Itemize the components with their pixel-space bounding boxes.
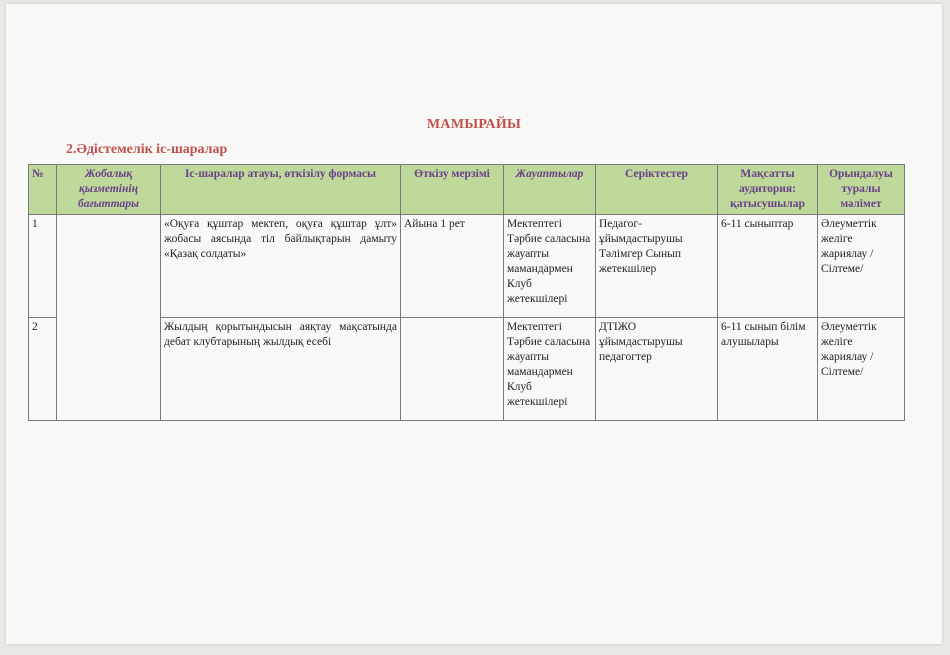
section-title: 2.Әдістемелік іс-шаралар (66, 142, 228, 157)
cell-partners: ДТІЖО ұйымдастырушы педагогтер (596, 318, 718, 421)
cell-info: Әлеуметтік желіге жариялау /Сілтеме/ (818, 215, 905, 318)
table-row (29, 215, 905, 318)
cell-info: Әлеуметтік желіге жариялау /Сілтеме/ (818, 318, 905, 421)
header-name: Іс-шаралар атауы, өткізілу формасы (161, 165, 401, 215)
header-info: Орындалуы туралы мәлімет (818, 165, 905, 215)
cell-deadline: Айына 1 рет (401, 215, 504, 318)
cell-partners: Педагог-ұйымдастырушы Тәлімгер Сынып жетекшілер (596, 215, 718, 318)
table-row (29, 318, 905, 421)
header-audience: Мақсатты аудитория: қатысушылар (718, 165, 818, 215)
cell-deadline (401, 318, 504, 421)
cell-name: «Оқуға құштар мектеп, оқуға құштар ұлт» жобасы аясында тіл байлықтарын дамыту «Қазақ солдаты» (161, 215, 401, 318)
header-num: № (29, 165, 57, 215)
header-partners: Серіктестер (596, 165, 718, 215)
header-direction: Жобалық қызметінің бағыттары (57, 165, 161, 215)
page-title: МАМЫРАЙЫ (426, 117, 522, 132)
cell-num: 1 (29, 215, 57, 318)
table-header-row (29, 165, 905, 215)
cell-num: 2 (29, 318, 57, 421)
cell-responsible: Мектептегі Тәрбие саласына жауапты мамандармен Клуб жетекшілері (504, 215, 596, 318)
header-responsible: Жауаптылар (504, 165, 596, 215)
cell-audience: 6-11 сыныптар (718, 215, 818, 318)
cell-responsible: Мектептегі Тәрбие саласына жауапты мамандармен Клуб жетекшілері (504, 318, 596, 421)
header-deadline: Өткізу мерзімі (401, 165, 504, 215)
cell-audience: 6-11 сынып білім алушылары (718, 318, 818, 421)
activities-table (28, 164, 905, 421)
document-page (6, 4, 942, 644)
cell-direction (57, 215, 161, 421)
cell-name: Жылдың қорытындысын аяқтау мақсатында дебат клубтарының жылдық есебі (161, 318, 401, 421)
